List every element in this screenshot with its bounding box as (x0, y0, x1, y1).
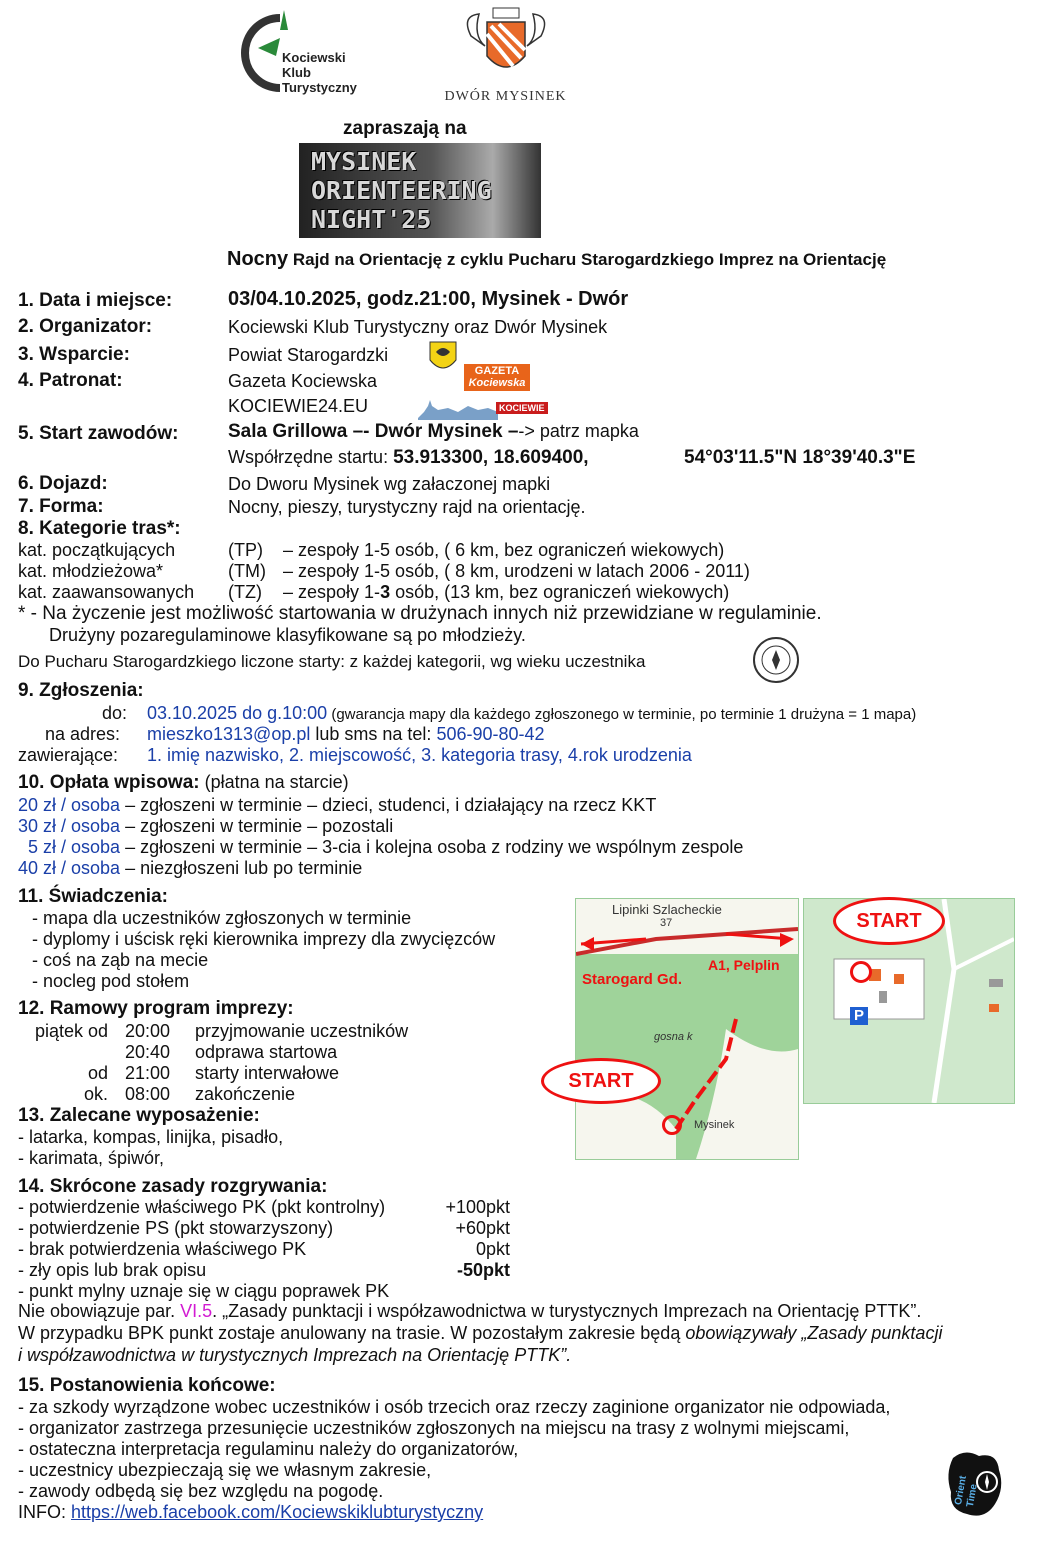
s14-p2a: W przypadku BPK punkt zostaje anulowany na trasie. W pozostałym zakresie będą (18, 1323, 686, 1343)
schedule-time: 20:00 (125, 1021, 171, 1041)
orient-time-badge (945, 1448, 1005, 1520)
puchar-badge-icon (752, 636, 800, 684)
subtitle-bold: Nocny (227, 248, 289, 270)
info-line (18, 1502, 890, 1523)
s10-note: (płatna na starcie) (199, 772, 349, 792)
s5-venue: Sala Grillowa –- Dwór Mysinek – (228, 421, 519, 442)
schedule-row (18, 1042, 498, 1063)
rule-row (18, 1197, 518, 1218)
schedule-time: 08:00 (125, 1084, 171, 1104)
category-code: (TP) (228, 540, 263, 560)
subtitle-rest: Rajd na Orientację z cyklu Pucharu Starogardzkiego Imprez na Orientację (288, 250, 887, 269)
map-road-number: 37 (660, 917, 673, 929)
category-list (18, 540, 750, 603)
benefits-list (32, 908, 495, 992)
s13-label: 13. Zalecane wyposażenie: (18, 1105, 260, 1126)
badge-line: Time (964, 1483, 980, 1508)
kkt-logo-line: Turystyczny (282, 80, 357, 95)
banner-line: ORIENTEERING (311, 176, 492, 205)
s9-cont-label: zawierające: (18, 745, 119, 765)
map-right-destination: A1, Pelplin (708, 957, 780, 973)
s7-value: Nocny, pieszy, turystyczny rajd na orientację. (228, 497, 586, 517)
s5-dms: 54°03'11.5"N 18°39'40.3"E (684, 447, 916, 468)
list-item: - latarka, kompas, linijka, pisadło, (18, 1127, 284, 1147)
rule-row (18, 1218, 518, 1239)
s9-email[interactable]: mieszko1313@op.pl (147, 724, 311, 744)
list-item: - za szkody wyrządzone wobec uczestników i osób trzecich oraz rzeczy zaginione organizator nie odpowiada, (18, 1397, 891, 1417)
category-row (18, 561, 750, 582)
kkt-logo-line: Klub (282, 65, 311, 80)
s5-label: 5. Start zawodów: (18, 423, 179, 444)
start-callout-text: START (568, 1070, 634, 1092)
invite-text: zapraszają na (343, 118, 467, 139)
rule-desc: - zły opis lub brak opisu (18, 1260, 207, 1280)
kociewie24-logo (418, 396, 545, 420)
subtitle (227, 248, 886, 271)
s4-value1: Gazeta Kociewska (228, 371, 378, 391)
facebook-link[interactable]: https://web.facebook.com/Kociewskiklubturystyczny (71, 1502, 484, 1522)
map-place-label: Mysinek (694, 1119, 735, 1131)
fee-row (18, 816, 743, 837)
map-village-label: Lipinki Szlacheckie (612, 902, 722, 917)
start-pin (850, 961, 872, 983)
s14-paragraph2 (18, 1323, 942, 1344)
s8-label: 8. Kategorie tras*: (18, 518, 181, 539)
schedule-desc: zakończenie (195, 1084, 296, 1104)
fee-row (18, 837, 743, 858)
overview-map (575, 898, 799, 1160)
category-row (18, 540, 725, 561)
s9-deadline: 03.10.2025 do g.10:00 (147, 703, 328, 723)
s1-value: 03/04.10.2025, godz.21:00, Mysinek - Dwór (228, 288, 629, 310)
s2-value: Kociewski Klub Turystyczny oraz Dwór Mysinek (228, 317, 608, 337)
rule-row (18, 1260, 518, 1281)
category-code: (TM) (228, 561, 266, 581)
schedule-time: 20:40 (125, 1042, 171, 1062)
schedule-prefix: ok. (83, 1084, 108, 1104)
schedule-row (18, 1084, 498, 1105)
s1-label: 1. Data i miejsce: (18, 290, 173, 311)
s14-label: 14. Skrócone zasady rozgrywania: (18, 1176, 328, 1197)
list-item: - uczestnicy ubezpieczają się we własnym zakresie, (18, 1460, 432, 1480)
dwor-mysinek-logo (438, 6, 573, 106)
s9-do-label: do: (102, 703, 128, 723)
s14-paragraph3: i współzawodnictwa w turystycznych Imprezach na Orientację PTTK”. (18, 1345, 572, 1365)
event-banner (299, 143, 541, 238)
list-item: - karimata, śpiwór, (18, 1148, 165, 1168)
rule-points: +100pkt (445, 1197, 510, 1217)
list-item: - mapa dla uczestników zgłoszonych w terminie (32, 908, 412, 928)
s12-label: 12. Ramowy program imprezy: (18, 998, 294, 1019)
equipment-list (18, 1127, 283, 1169)
s14-par-ref: VI.5 (180, 1301, 213, 1321)
s14-paragraph1 (18, 1301, 921, 1322)
fee-row (18, 858, 743, 879)
dwor-logo-text: DWÓR MYSINEK (444, 89, 567, 104)
s6-label: 6. Dojazd: (18, 473, 108, 494)
s3-label: 3. Wsparcie: (18, 344, 130, 365)
s5-coords: 53.913300, 18.609400, (393, 447, 589, 468)
schedule-row (18, 1021, 498, 1042)
s5-coords-label: Współrzędne startu: (228, 447, 394, 467)
category-name: kat. zaawansowanych (18, 582, 195, 602)
category-max-team: 3 (380, 582, 391, 602)
category-name: kat. młodzieżowa* (18, 561, 164, 581)
fee-desc: – niezgłoszeni lub po terminie (120, 858, 363, 878)
list-item: - coś na ząb na mecie (32, 950, 209, 970)
schedule (18, 1021, 498, 1105)
category-code: (TZ) (228, 582, 262, 602)
category-desc: – zespoły 1-5 osób, ( 6 km, bez ograniczeń wiekowych) (283, 540, 725, 560)
schedule-row (18, 1063, 498, 1084)
banner-line: MYSINEK (311, 147, 417, 176)
fee-desc: – zgłoszeni w terminie – dzieci, studenci, i działający na rzecz KKT (120, 795, 657, 815)
s8-puchar: Do Pucharu Starogardzkiego liczone starty: z każdej kategorii, wg wieku uczestnika (18, 652, 646, 671)
rule-row (18, 1239, 518, 1260)
coat-of-arms-icon (451, 6, 561, 84)
fee-price: 20 zł / osoba (18, 795, 121, 815)
map-forest-label: gosna k (654, 1031, 693, 1043)
s4-label: 4. Patronat: (18, 370, 123, 391)
start-pin (662, 1115, 682, 1135)
rule-points: -50pkt (456, 1260, 510, 1280)
banner-line: NIGHT'25 (311, 205, 432, 234)
schedule-desc: odprawa startowa (195, 1042, 338, 1062)
start-callout-detail (833, 897, 945, 945)
gazeta-kociewska-logo (464, 364, 530, 391)
schedule-prefix: piątek od (34, 1021, 108, 1041)
skyline-icon (418, 396, 498, 420)
final-provisions (18, 1397, 890, 1523)
s11-label: 11. Świadczenia: (18, 886, 168, 907)
s8-note2: Drużyny pozaregulaminowe klasyfikowane są po młodzieży. (49, 625, 526, 645)
kkt-logo-line: Kociewski (282, 50, 346, 65)
s2-label: 2. Organizator: (18, 316, 153, 337)
rule-points: 0pkt (475, 1239, 510, 1259)
list-item: - organizator zastrzega przesunięcie uczestników zgłoszonych na miejscu na trasy z wolnymi miejscami, (18, 1418, 850, 1438)
s9-cont-value: 1. imię nazwisko, 2. miejscowość, 3. kategoria trasy, 4.rok urodzenia (147, 745, 692, 765)
category-desc: – zespoły 1- (283, 582, 381, 602)
schedule-desc: starty interwałowe (195, 1063, 340, 1083)
schedule-desc: przyjmowanie uczestników (195, 1021, 409, 1041)
fee-list (18, 795, 743, 879)
list-item: - nocleg pod stołem (32, 971, 190, 991)
s14-p1a: Nie obowiązuje par. (18, 1301, 181, 1321)
list-item: - ostateczna interpretacja regulaminu należy do organizatorów, (18, 1439, 519, 1459)
powiat-crest-icon (428, 340, 458, 376)
list-item: - dyplomy i uścisk ręki kierownika imprezy dla zwycięzców (32, 929, 496, 949)
s6-value: Do Dworu Mysinek wg załaczonej mapki (228, 474, 551, 494)
s14-p2b: obowiązywały „Zasady punktacji (685, 1323, 943, 1343)
gazeta-logo-line: Kociewska (468, 377, 526, 389)
s9-addr-label: na adres: (45, 724, 121, 744)
s8-note1: * - Na życzenie jest możliwość startowania w drużynach innych niż przewidziane w regulaminie. (18, 603, 822, 624)
fee-price: 40 zł / osoba (18, 858, 121, 878)
rules-list (18, 1197, 518, 1302)
fee-row (18, 795, 743, 816)
category-desc: – zespoły 1-5 osób, ( 8 km, urodzeni w latach 2006 - 2011) (283, 561, 750, 581)
fee-desc: – zgłoszeni w terminie – pozostali (120, 816, 394, 836)
overview-map-graphic (576, 899, 798, 1159)
info-label: INFO: (18, 1502, 71, 1522)
gazeta-logo-line: GAZETA (474, 365, 520, 377)
category-row (18, 582, 730, 603)
rule-desc: - potwierdzenie PS (pkt stowarzyszony) (18, 1218, 334, 1238)
s10-label: 10. Opłata wpisowa: (18, 772, 200, 793)
map-left-destination: Starogard Gd. (582, 971, 683, 988)
fee-desc: – zgłoszeni w terminie – 3-cia i kolejna osoba z rodziny we wspólnym zespole (120, 837, 744, 857)
s5-map-ref: -> patrz mapka (518, 421, 639, 441)
s4-value2: KOCIEWIE24.EU (228, 396, 369, 416)
rule-points: +60pkt (455, 1218, 510, 1238)
badge-line: Orient (953, 1474, 969, 1506)
s3-value: Powiat Starogardzki (228, 345, 389, 365)
s9-phone[interactable]: 506-90-80-42 (436, 724, 545, 744)
schedule-time: 21:00 (125, 1063, 171, 1083)
rule-row: - punkt mylny uznaje się w ciągu poprawek PK (18, 1281, 390, 1301)
parking-label: P (853, 1007, 864, 1024)
rule-desc: - brak potwierdzenia właściwego PK (18, 1239, 307, 1259)
category-desc-rest: osób, (13 km, bez ograniczeń wiekowych) (390, 582, 730, 602)
fee-price: 30 zł / osoba (18, 816, 121, 836)
category-name: kat. początkujących (18, 540, 176, 560)
s7-label: 7. Forma: (18, 496, 104, 517)
list-item: - zawody odbędą się bez względu na pogodę. (18, 1481, 384, 1501)
s14-p1c: . „Zasady punktacji i współzawodnictwa w turystycznych Imprezach na Orientację PTTK”. (212, 1301, 922, 1321)
kkt-logo (240, 8, 410, 103)
fee-price: 5 zł / osoba (18, 837, 121, 857)
kociewie-logo-text: KOCIEWIE (496, 402, 548, 414)
s9-label: 9. Zgłoszenia: (18, 680, 144, 701)
parking-icon (850, 1007, 868, 1025)
start-callout (541, 1058, 661, 1104)
s15-label: 15. Postanowienia końcowe: (18, 1375, 276, 1396)
start-callout-text: START (856, 910, 922, 932)
rule-desc: - potwierdzenie właściwego PK (pkt kontrolny) (18, 1197, 386, 1217)
s9-deadline-note: (gwarancja mapy dla każdego zgłoszonego w terminie, po terminie 1 drużyna = 1 mapa) (327, 706, 917, 723)
s9-sms-label: lub sms na tel: (310, 724, 437, 744)
schedule-prefix: od (87, 1063, 108, 1083)
